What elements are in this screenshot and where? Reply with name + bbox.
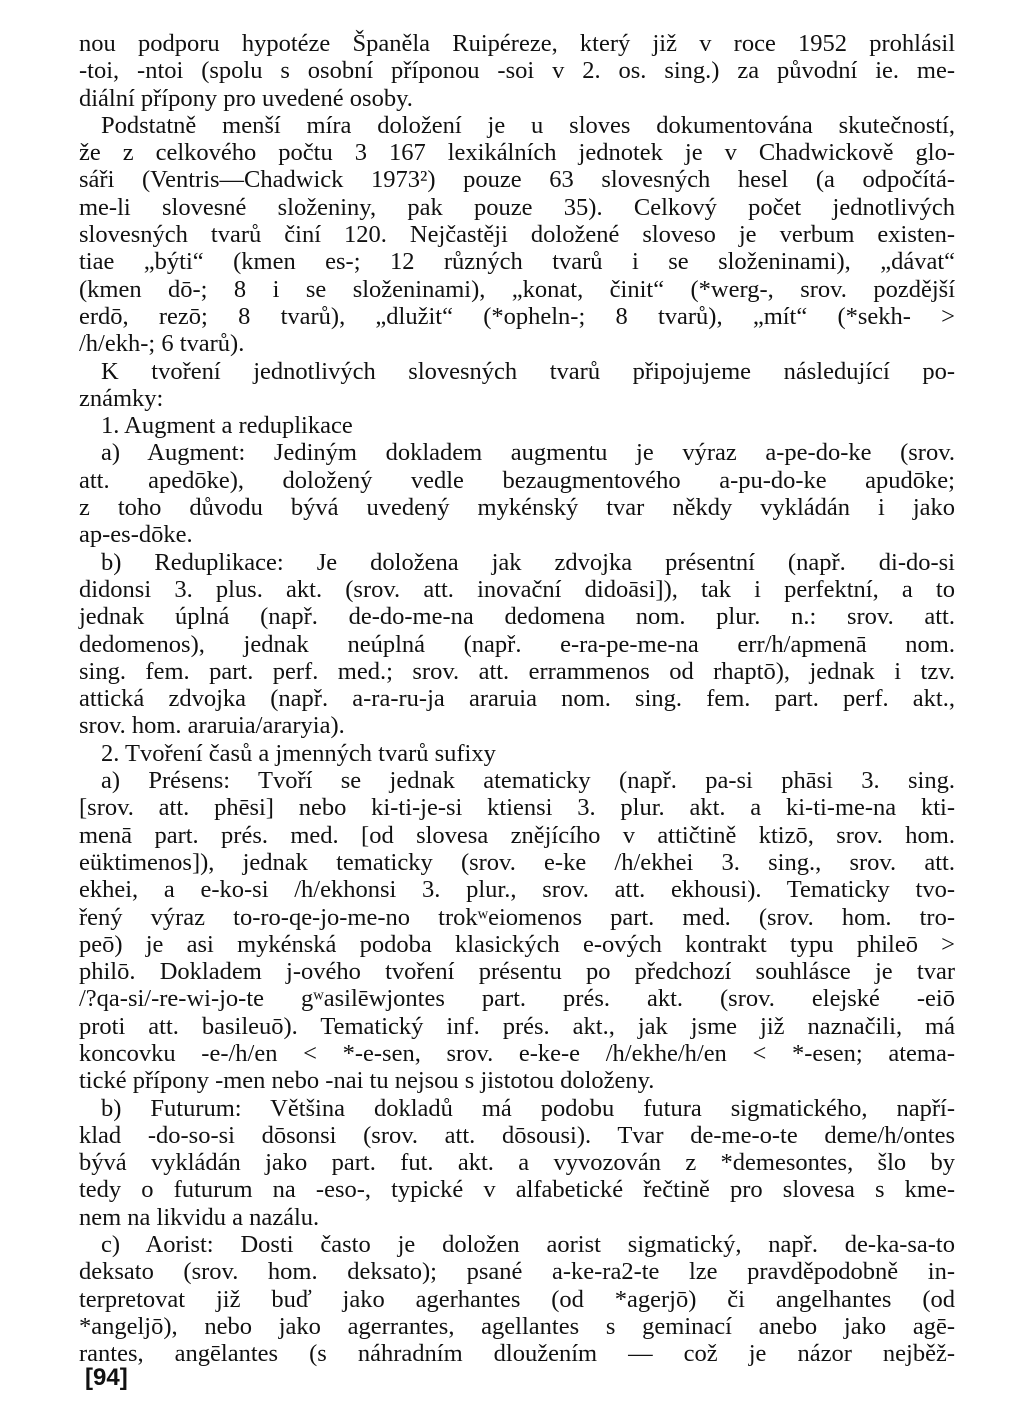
text-line: erdō, rezō; 8 tvarů), „dlužit“ (*opheln-; 8 tvarů), „mít“ (*sekh- > [79, 302, 955, 330]
text-line: terpretovat již buď jako agerhantes (od *agerjō) či angelhantes (od [79, 1285, 955, 1313]
text-line: známky: [79, 384, 164, 412]
text-line: rantes, angēlantes (s náhradním dloužením — což je názor nejběž- [79, 1340, 955, 1368]
text-line: řený výraz to-ro-qe-jo-me-no trokʷeiomenos part. med. (srov. hom. tro- [79, 903, 955, 931]
text-line: nem na likvidu a nazálu. [79, 1203, 320, 1231]
text-line: [srov. att. phēsi] nebo ki-ti-je-si ktiensi 3. plur. akt. a ki-ti-me-na kti- [79, 794, 955, 822]
text-line: deksato (srov. hom. deksato); psané a-ke-ra2-te lze pravděpodobně in- [79, 1258, 955, 1286]
text-line: sing. fem. part. perf. med.; srov. att. errammenos od rhaptō), jednak i tzv. [79, 657, 955, 685]
text-line: 2. Tvoření časů a jmenných tvarů sufixy [101, 739, 496, 767]
text-line: attická zdvojka (např. a-ra-ru-ja araruia nom. sing. fem. part. perf. akt., [79, 685, 955, 713]
text-line: ekhei, a e-ko-si /h/ekhonsi 3. plur., srov. att. ekhousi). Tematicky tvo- [79, 876, 955, 904]
text-line: menā part. prés. med. [od slovesa znějícího v attičtině ktizō, srov. hom. [79, 821, 955, 849]
text-line: koncovku -e-/h/en < *-e-sen, srov. e-ke-e /h/ekhe/h/en < *-esen; atema- [79, 1039, 955, 1067]
text-line: /h/ekh-; 6 tvarů). [79, 330, 245, 358]
text-line: me-li slovesné složeniny, pak pouze 35). Celkový počet jednotlivých [79, 193, 955, 221]
text-line: b) Futurum: Většina dokladů má podobu futura sigmatického, napří- [101, 1094, 955, 1122]
text-line: že z celkového počtu 3 167 lexikálních jednotek je v Chadwickově glo- [79, 139, 955, 167]
text-line: bývá vykládán jako part. fut. akt. a vyvozován z *demesontes, šlo by [79, 1149, 955, 1177]
text-line: nou podporu hypotéze Španěla Ruipéreze, který již v roce 1952 prohlásil [79, 30, 955, 57]
text-line: srov. hom. araruia/araryia). [79, 712, 345, 740]
text-line: slovesných tvarů činí 120. Nejčastěji doložené sloveso je verbum existen- [79, 221, 955, 249]
text-line: c) Aorist: Dosti často je doložen aorist sigmatický, např. de-ka-sa-to [101, 1231, 955, 1259]
text-line: proti att. basileuō). Tematický inf. prés. akt., jak jsme již naznačili, má [79, 1012, 955, 1040]
text-line: didonsi 3. plus. akt. (srov. att. inovační didoāsi]), tak i perfektní, a to [79, 575, 955, 603]
page-number: [94] [85, 1364, 128, 1391]
text-line: *angeljō), nebo jako agerrantes, agellantes s geminací anebo jako agē- [79, 1312, 955, 1340]
text-line: eüktimenos]), jednak tematicky (srov. e-ke /h/ekhei 3. sing., srov. att. [79, 848, 955, 876]
text-line: sáři (Ventris—Chadwick 1973²) pouze 63 slovesných hesel (a odpočítá- [79, 166, 955, 194]
text-line: philō. Dokladem j-ového tvoření présentu po předchozí souhlásce je tvar [79, 958, 955, 986]
text-line: att. apedōke), doložený vedle bezaugmentového a-pu-do-ke apudōke; [79, 466, 955, 494]
text-line: a) Augment: Jediným dokladem augmentu je výraz a-pe-do-ke (srov. [101, 439, 955, 467]
text-block [79, 30, 955, 1368]
text-line: -toi, -ntoi (spolu s osobní příponou -soi v 2. os. sing.) za původní ie. me- [79, 57, 955, 85]
text-line: diální přípony pro uvedené osoby. [79, 84, 413, 112]
text-line: (kmen dō-; 8 i se složeninami), „konat, činit“ (*werg-, srov. pozdější [79, 275, 955, 303]
text-line: tiae „býti“ (kmen es-; 12 různých tvarů i se složeninami), „dávat“ [79, 248, 955, 276]
text-line: a) Présens: Tvoří se jednak atematicky (např. pa-si phāsi 3. sing. [101, 767, 955, 795]
text-line: K tvoření jednotlivých slovesných tvarů připojujeme následující po- [101, 357, 955, 385]
text-line: tedy o futurum na -eso-, typické v alfabetické řečtině pro slovesa s kme- [79, 1176, 955, 1204]
text-line: tické přípony -men nebo -nai tu nejsou s jistotou doloženy. [79, 1067, 655, 1095]
text-line: z toho důvodu bývá uvedený mykénský tvar někdy vykládán i jako [79, 494, 955, 522]
text-line: 1. Augment a reduplikace [101, 412, 353, 440]
text-line: Podstatně menší míra doložení je u sloves dokumentována skutečností, [101, 111, 955, 139]
text-line: /?qa-si/-re-wi-jo-te gʷasilēwjontes part. prés. akt. (srov. elejské -eiō [79, 985, 955, 1013]
text-line: dedomenos), jednak neúplná (např. e-ra-pe-me-na err/h/apmenā nom. [79, 630, 955, 658]
text-line: ap-es-dōke. [79, 521, 193, 549]
text-line: jednak úplná (např. de-do-me-na dedomena nom. plur. n.: srov. att. [79, 603, 955, 631]
text-line: peō) je asi mykénská podoba klasických e-ových kontrakt typu phileō > [79, 930, 955, 958]
text-line: b) Reduplikace: Je doložena jak zdvojka présentní (např. di-do-si [101, 548, 955, 576]
text-line: klad -do-so-si dōsonsi (srov. att. dōsousi). Tvar de-me-o-te deme/h/ontes [79, 1121, 955, 1149]
